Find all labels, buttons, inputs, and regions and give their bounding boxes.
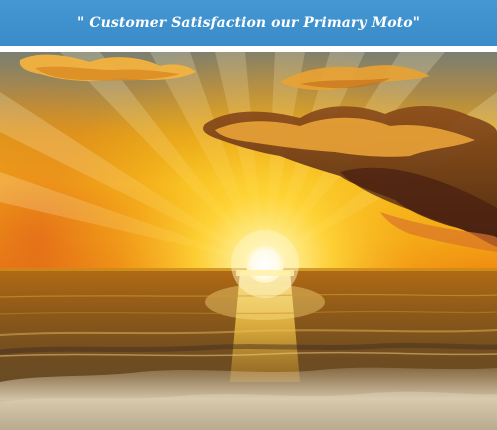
sun — [246, 245, 284, 283]
motto-banner — [0, 0, 497, 46]
motto-text: " Customer Satisfaction our Primary Moto" — [76, 15, 421, 31]
sunset-ocean-photo — [0, 52, 497, 430]
